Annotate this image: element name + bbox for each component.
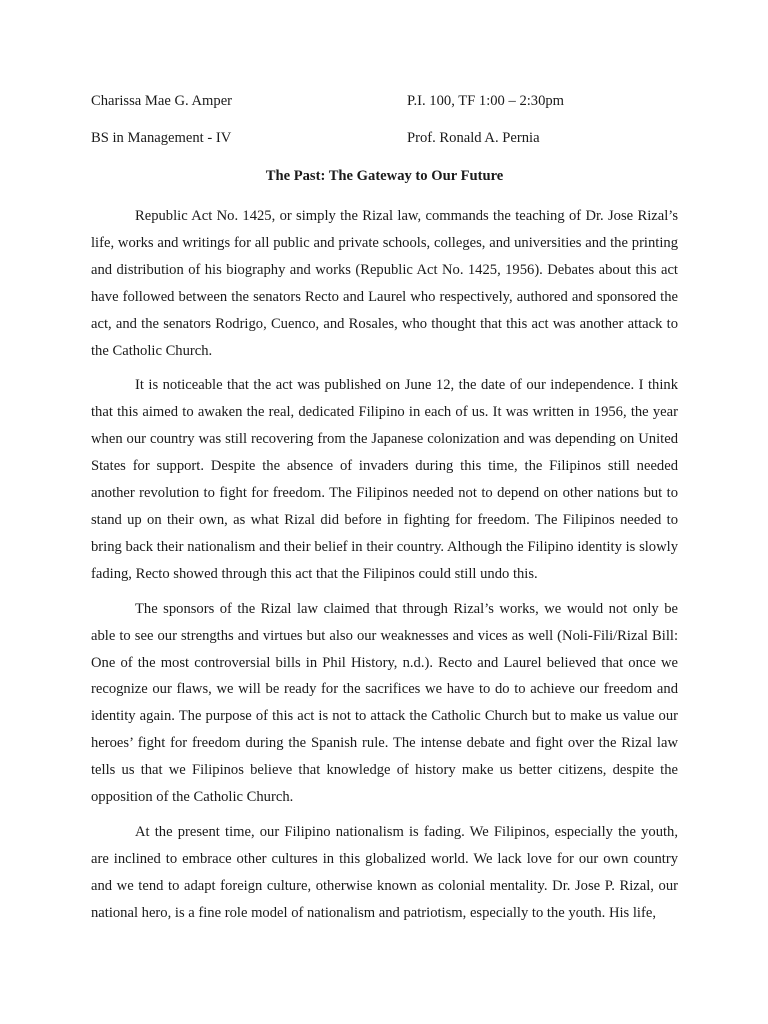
document-body bbox=[91, 203, 678, 935]
paragraph-3: The sponsors of the Rizal law claimed that through Rizal’s works, we would not only be able to see our strengths and virtues but also our weaknesses and vices as well (Noli-Fili/Rizal Bill: One of the most controversial bills in Phil History, n.d.). Recto and Laurel believed that once we recognize our flaws, we will be ready for the sacrifices we have to do to achieve our freedom and identity again. The purpose of this act is not to attack the Catholic Church but to make us value our heroes’ fight for freedom during the Spanish rule. The intense debate and fight over the Rizal law tells us that we Filipinos believe that knowledge of history make us better citizens, despite the opposition of the Catholic Church. bbox=[91, 600, 678, 806]
course-schedule: P.I. 100, TF 1:00 – 2:30pm bbox=[407, 93, 565, 109]
paragraph-2: It is noticeable that the act was published on June 12, the date of our independence. I think that this aimed to awaken the real, dedicated Filipino in each of us. It was written in 1956, the year when our country was still recovering from the Japanese colonization and was depending on United States for support. Despite the absence of invaders during this time, the Filipinos still needed another revolution to fight for freedom. The Filipinos needed not to depend on other nations but to stand up on their own, as what Rizal did before in fighting for freedom. The Filipinos needed to bring back their nationalism and their belief in their country. Although the Filipino identity is slowly fading, Recto showed through this act that the Filipinos could still undo this. bbox=[91, 377, 678, 582]
paragraph-1: Republic Act No. 1425, or simply the Rizal law, commands the teaching of Dr. Jose Rizal’s life, works and writings for all public and private schools, colleges, and universities and the printing and distribution of his biography and works (Republic Act No. 1425, 1956). Debates about this act have followed between the senators Recto and Laurel who respectively, authored and sponsored the act, and the senators Rodrigo, Cuenco, and Rosales, who thought that this act was another attack to the Catholic Church. bbox=[91, 208, 678, 359]
program: BS in Management - IV bbox=[91, 130, 232, 146]
paragraph-4: At the present time, our Filipino nationalism is fading. We Filipinos, especially the youth, are inclined to embrace other cultures in this globalized world. We lack love for our own country and we tend to adapt foreign culture, otherwise known as colonial mentality. Dr. Jose P. Rizal, our national hero, is a fine role model of nationalism and patriotism, especially to the youth. His life, bbox=[91, 823, 678, 921]
document-title: The Past: The Gateway to Our Future bbox=[265, 168, 504, 184]
student-name: Charissa Mae G. Amper bbox=[91, 93, 233, 109]
professor: Prof. Ronald A. Pernia bbox=[407, 130, 540, 146]
